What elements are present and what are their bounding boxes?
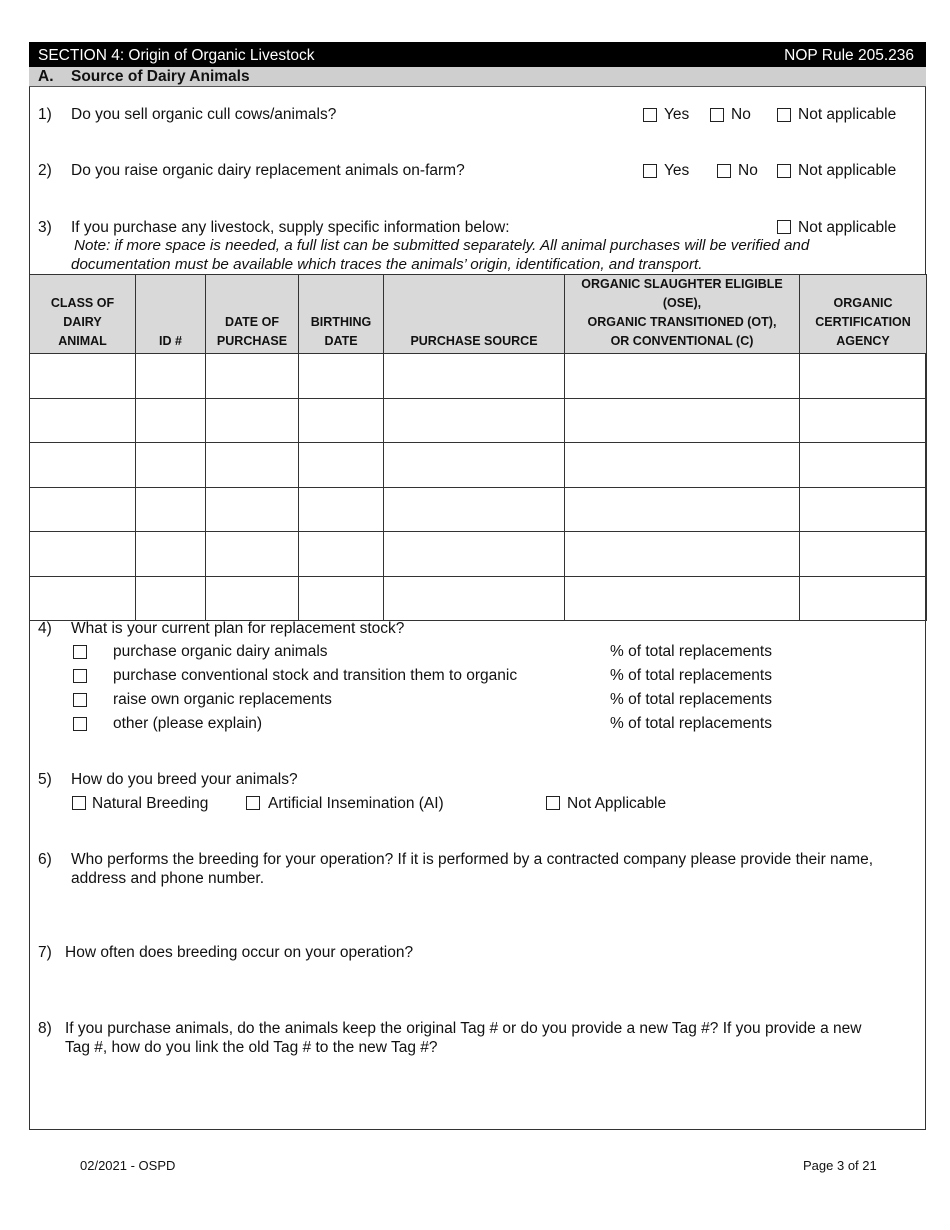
subsection-letter: A. — [38, 68, 54, 85]
q2-number: 2) — [38, 162, 52, 179]
table-cell[interactable] — [565, 532, 800, 577]
q5-na-label: Not Applicable — [567, 795, 667, 812]
table-cell[interactable] — [800, 532, 927, 577]
table-body — [30, 354, 927, 621]
table-row — [30, 354, 927, 399]
q1-na-label: Not applicable — [798, 106, 897, 123]
q4-option-4-label: other (please explain) — [113, 715, 263, 732]
table-header-text: PURCHASE SOURCE — [410, 334, 538, 348]
q1-yes-label: Yes — [664, 106, 690, 123]
table-cell[interactable] — [30, 354, 136, 399]
q6-line2: address and phone number. — [71, 870, 265, 887]
table-cell[interactable] — [136, 443, 206, 488]
q8-line1: If you purchase animals, do the animals keep the original Tag # or do you provide a new Tag #? If you provide a new — [65, 1020, 862, 1037]
table-cell[interactable] — [384, 443, 565, 488]
q5-natural-checkbox[interactable] — [72, 796, 86, 810]
table-cell[interactable] — [384, 354, 565, 399]
table-header-text: CERTIFICATION — [815, 315, 911, 329]
table-cell[interactable] — [299, 398, 384, 443]
table-cell[interactable] — [299, 443, 384, 488]
table-header-text: CLASS OF — [50, 296, 115, 310]
subsection-header — [29, 67, 926, 87]
table-header-cell — [800, 275, 927, 354]
table-header-text: OR CONVENTIONAL (C) — [610, 334, 754, 348]
table-cell[interactable] — [206, 354, 299, 399]
table-header-cell — [30, 275, 136, 354]
q4-option-1-checkbox[interactable] — [73, 645, 87, 659]
table-cell[interactable] — [136, 398, 206, 443]
table-cell[interactable] — [800, 398, 927, 443]
table-cell[interactable] — [30, 532, 136, 577]
table-header-text: PURCHASE — [216, 334, 288, 348]
q4-option-1-label: purchase organic dairy animals — [113, 643, 328, 660]
table-row — [30, 576, 927, 621]
table-cell[interactable] — [565, 576, 800, 621]
table-header-text: DAIRY — [63, 315, 102, 329]
q4-option-2-label: purchase conventional stock and transition them to organic — [113, 667, 518, 684]
table-header-cell — [299, 275, 384, 354]
q3-note-line1: Note: if more space is needed, a full list can be submitted separately. All animal purchases will be verified and — [74, 237, 810, 254]
q6-number: 6) — [38, 851, 52, 868]
q3-number: 3) — [38, 219, 52, 236]
table-header-row — [30, 275, 927, 354]
section-title: SECTION 4: Origin of Organic Livestock — [38, 47, 315, 64]
q5-text: How do you breed your animals? — [71, 771, 298, 788]
q8-number: 8) — [38, 1020, 52, 1037]
table-row — [30, 532, 927, 577]
table-cell[interactable] — [136, 354, 206, 399]
subsection-title: Source of Dairy Animals — [71, 68, 250, 85]
table-header-text: ORGANIC — [833, 296, 893, 310]
table-cell[interactable] — [565, 443, 800, 488]
table-cell[interactable] — [206, 443, 299, 488]
q4-option-3-checkbox[interactable] — [73, 693, 87, 707]
table-cell[interactable] — [136, 532, 206, 577]
q2-na-checkbox[interactable] — [777, 164, 791, 178]
table-row — [30, 487, 927, 532]
table-cell[interactable] — [800, 354, 927, 399]
q1-yes-checkbox[interactable] — [643, 108, 657, 122]
q1-na-checkbox[interactable] — [777, 108, 791, 122]
q2-yes-label: Yes — [664, 162, 690, 179]
table-cell[interactable] — [800, 443, 927, 488]
table-row — [30, 398, 927, 443]
q3-na-label: Not applicable — [798, 219, 897, 236]
table-header-text: BIRTHING — [310, 315, 372, 329]
q1-text: Do you sell organic cull cows/animals? — [71, 106, 337, 123]
q2-text: Do you raise organic dairy replacement animals on-farm? — [71, 162, 465, 179]
q2-no-label: No — [738, 162, 758, 179]
q7-text: How often does breeding occur on your operation? — [65, 944, 414, 961]
table-cell[interactable] — [136, 487, 206, 532]
q4-number: 4) — [38, 620, 52, 637]
q5-ai-checkbox[interactable] — [246, 796, 260, 810]
table-header-text: ORGANIC SLAUGHTER ELIGIBLE — [581, 277, 783, 291]
q4-text: What is your current plan for replacement stock? — [71, 620, 405, 637]
q2-no-checkbox[interactable] — [717, 164, 731, 178]
q5-natural-label: Natural Breeding — [92, 795, 209, 812]
table-header-text: ORGANIC TRANSITIONED (OT), — [587, 315, 777, 329]
table-header-text: DATE — [324, 334, 358, 348]
table-header-text: ANIMAL — [58, 334, 107, 348]
table-cell[interactable] — [299, 487, 384, 532]
q4-option-1-pct: % of total replacements — [610, 643, 772, 660]
q7-number: 7) — [38, 944, 52, 961]
table-cell[interactable] — [384, 532, 565, 577]
table-cell[interactable] — [206, 487, 299, 532]
table-cell[interactable] — [565, 398, 800, 443]
footer-date: 02/2021 - OSPD — [80, 1158, 176, 1173]
q1-no-label: No — [731, 106, 751, 123]
q4-option-3-label: raise own organic replacements — [113, 691, 332, 708]
q3-na-checkbox[interactable] — [777, 220, 791, 234]
table-cell[interactable] — [30, 398, 136, 443]
table-header-cell — [206, 275, 299, 354]
q5-na-checkbox[interactable] — [546, 796, 560, 810]
q2-na-label: Not applicable — [798, 162, 897, 179]
table-header-text: (OSE), — [662, 296, 702, 310]
q3-note-line2: documentation must be available which traces the animals’ origin, identification, and transport. — [71, 256, 703, 273]
table-cell[interactable] — [299, 576, 384, 621]
table-cell[interactable] — [384, 398, 565, 443]
q4-option-4-checkbox[interactable] — [73, 717, 87, 731]
q8-line2: Tag #, how do you link the old Tag # to the new Tag #? — [65, 1039, 438, 1056]
table-header-text: AGENCY — [836, 334, 890, 348]
table-cell[interactable] — [565, 487, 800, 532]
table-cell[interactable] — [299, 532, 384, 577]
q1-no-checkbox[interactable] — [710, 108, 724, 122]
q5-number: 5) — [38, 771, 52, 788]
q4-option-2-pct: % of total replacements — [610, 667, 772, 684]
q5-ai-label: Artificial Insemination (AI) — [268, 795, 444, 812]
q1-number: 1) — [38, 106, 52, 123]
table-cell[interactable] — [206, 532, 299, 577]
table-row — [30, 443, 927, 488]
purchase-table — [29, 274, 927, 621]
q4-option-3-pct: % of total replacements — [610, 691, 772, 708]
table-header-cell — [136, 275, 206, 354]
table-header-cell — [565, 275, 800, 354]
q6-line1: Who performs the breeding for your operation? If it is performed by a contracted company please provide their name, — [71, 851, 874, 868]
q3-text: If you purchase any livestock, supply specific information below: — [71, 219, 510, 236]
table-cell[interactable] — [299, 354, 384, 399]
table-cell[interactable] — [30, 487, 136, 532]
table-cell[interactable] — [30, 576, 136, 621]
table-cell[interactable] — [206, 576, 299, 621]
q4-option-4-pct: % of total replacements — [610, 715, 772, 732]
table-cell[interactable] — [384, 487, 565, 532]
footer-page: Page 3 of 21 — [803, 1158, 877, 1173]
table-cell[interactable] — [136, 576, 206, 621]
table-cell[interactable] — [800, 487, 927, 532]
table-cell[interactable] — [206, 398, 299, 443]
table-header-text: ID # — [159, 334, 182, 348]
table-cell[interactable] — [565, 354, 800, 399]
table-cell[interactable] — [384, 576, 565, 621]
section-header — [29, 42, 926, 67]
table-cell[interactable] — [30, 443, 136, 488]
table-cell[interactable] — [800, 576, 927, 621]
table-header-text: DATE OF — [225, 315, 279, 329]
table-header-cell — [384, 275, 565, 354]
q4-option-2-checkbox[interactable] — [73, 669, 87, 683]
section-rule: NOP Rule 205.236 — [784, 47, 914, 64]
q2-yes-checkbox[interactable] — [643, 164, 657, 178]
